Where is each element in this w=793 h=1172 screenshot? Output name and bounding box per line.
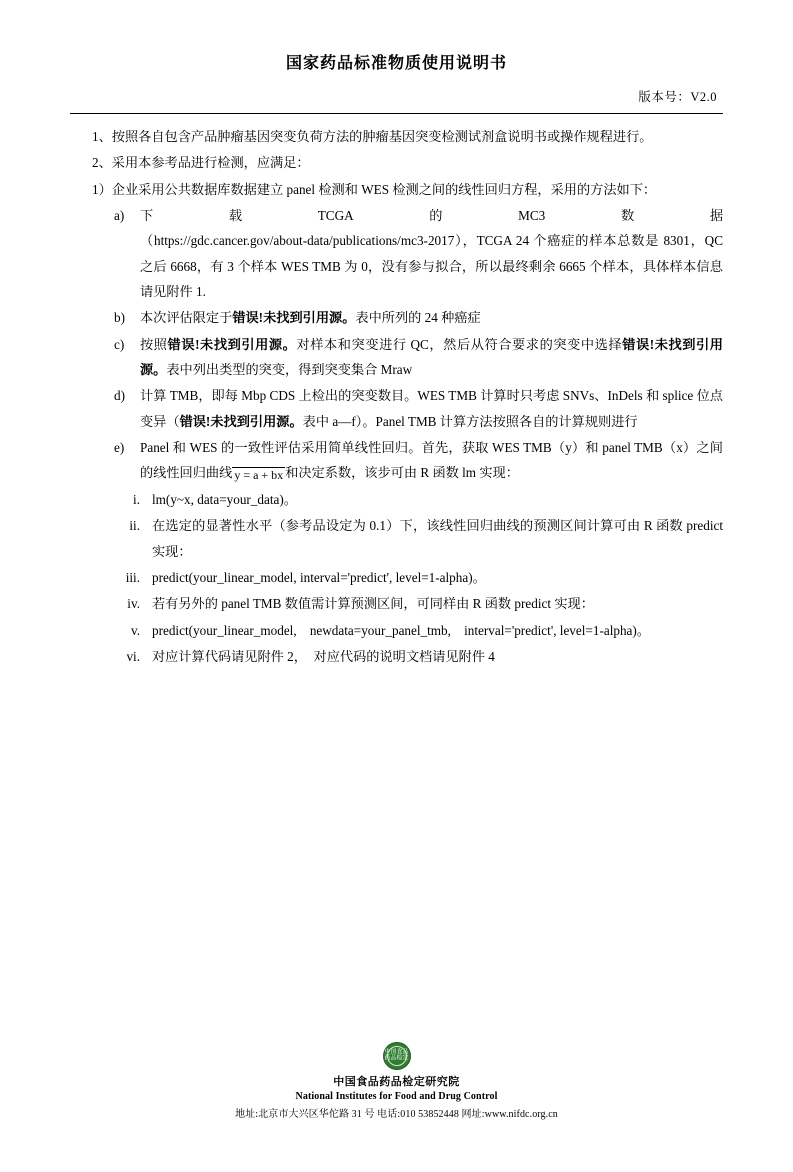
error-reference: 错误!未找到引用源。 — [140, 336, 723, 378]
list-marker-e: e) — [114, 440, 125, 456]
page-title: 国家药品标准物质使用说明书 — [285, 55, 507, 72]
list-item-a-content — [140, 203, 723, 304]
list-marker-a: a) — [114, 208, 125, 224]
list-marker-v: v. — [130, 622, 140, 638]
list-item-e-content — [140, 435, 723, 486]
logo-text: 中国食品 药品检定 — [384, 1049, 409, 1062]
list-item-ii — [70, 513, 723, 564]
footer-org-en: National Institutes for Food and Drug Control — [295, 1091, 498, 1102]
list-item-iii — [70, 565, 723, 590]
list-item-v — [70, 618, 723, 643]
list-item-iv-text: 若有另外的 panel TMB 数值需计算预测区间，可同样由 R 函数 predict 实现： — [152, 596, 594, 612]
list-item-b-content — [140, 305, 723, 330]
list-item-i — [70, 487, 723, 512]
list-item-c — [70, 332, 723, 383]
list-item-c-content — [140, 332, 723, 383]
list-item-a — [70, 203, 723, 304]
nifdc-logo-icon — [383, 1042, 411, 1070]
list-item-vi-text: 对应计算代码请见附件 2， 对应代码的说明文档请见附件 4 — [152, 648, 495, 664]
list-item-d-content — [140, 383, 723, 434]
list-item-c-text-1: 按照 — [140, 336, 168, 352]
list-item-i-text: lm(y~x, data=your_data)。 — [152, 491, 297, 507]
list-item-e-text-1: Panel 和 WES 的一致性评估采用简单线性回归。首先，获取 WES TMB（y）和 panel TMB（x）之间的线性回归曲线 — [140, 440, 723, 481]
list-item-d-text-2: 表中 a—f）。Panel TMB 计算方法按照各自的计算规则进行 — [302, 413, 638, 429]
list-item-e-text-2: 和决定系数，该步可由 R 函数 lm 实现： — [285, 465, 519, 481]
document-page — [0, 50, 793, 1172]
list-item-c-text-2: 对样本和突变进行 QC，然后从符合要求的突变中选择 — [296, 336, 623, 352]
list-marker-i: i. — [133, 491, 140, 507]
list-item-v-text: predict(your_linear_model, newdata=your_panel_tmb, interval='predict', level=1-alpha)。 — [152, 622, 650, 638]
word-5: 数 — [620, 208, 635, 224]
error-reference: 错误!未找到引用源。 — [232, 310, 356, 326]
list-item-c-text-3: 表中列出类型的突变，得到突变集合 Mraw — [166, 362, 413, 378]
list-marker-ii: ii. — [129, 518, 140, 534]
paragraph-item-2 — [70, 150, 723, 175]
list-item-a-line1 — [140, 203, 723, 228]
paragraph-item-2-1-text: 1）企业采用公共数据库数据建立 panel 检测和 WES 检测之间的线性回归方程，采用的方法如下： — [92, 181, 657, 197]
regression-formula: y = a + bx — [234, 468, 284, 483]
error-reference: 错误!未找到引用源。 — [167, 336, 297, 352]
list-item-d-text-1: 计算 TMB，即每 Mbp CDS 上检出的突变数目。WES TMB 计算时只考虑 SNVs、InDels 和 splice 位点变异（ — [140, 388, 723, 429]
list-item-iii-text: predict(your_linear_model, interval='predict', level=1-alpha)。 — [152, 569, 486, 585]
header-divider — [70, 113, 723, 114]
word-2: TCGA — [317, 208, 354, 224]
paragraph-item-1 — [70, 124, 723, 149]
list-marker-d: d) — [114, 388, 125, 404]
word-6: 据 — [709, 208, 723, 224]
word-1: 载 — [228, 208, 243, 224]
footer-org-cn: 中国食品药品检定研究院 — [333, 1076, 460, 1088]
version-label: 版本号：V2.0 — [638, 90, 717, 104]
word-0: 下 — [140, 208, 154, 224]
list-marker-b: b) — [114, 310, 125, 326]
list-item-vi — [70, 644, 723, 669]
list-item-ii-text: 在选定的显著性水平（参考品设定为 0.1）下，该线性回归曲线的预测区间计算可由 R 函数 predict 实现： — [152, 518, 723, 559]
list-item-b — [70, 305, 723, 330]
list-item-d — [70, 383, 723, 434]
paragraph-item-2-1 — [70, 177, 723, 202]
list-item-b-text-before: 本次评估限定于 — [140, 310, 233, 326]
paragraph-item-1-text: 1、按照各自包含产品肿瘤基因突变负荷方法的肿瘤基因突变检测试剂盒说明书或操作规程进行。 — [92, 129, 653, 144]
list-item-iv — [70, 591, 723, 616]
error-reference: 错误!未找到引用源。 — [179, 413, 303, 429]
page-footer — [0, 1042, 793, 1120]
word-4: MC3 — [518, 208, 546, 224]
list-marker-iii: iii. — [125, 569, 140, 585]
list-item-a-line2: （https://gdc.cancer.gov/about-data/publications/mc3-2017），TCGA 24 个癌症的样本总数是 8301，QC 之后 6668，有 3 个样本 WES TMB 为 0，没有参与拟合，所以最终剩余 6665 个样本，具体样本信息请见附件 1. — [140, 233, 723, 300]
paragraph-item-2-text: 2、采用本参考品进行检测，应满足： — [92, 155, 310, 171]
list-marker-iv: iv. — [127, 596, 140, 612]
footer-address: 地址:北京市大兴区华佗路 31 号 电话:010 53852448 网址:www.nifdc.org.cn — [235, 1109, 558, 1120]
list-marker-c: c) — [114, 336, 125, 352]
list-item-e — [70, 435, 723, 486]
list-marker-vi: vi. — [126, 648, 140, 664]
list-item-b-text-after: 表中所列的 24 种癌症 — [355, 310, 481, 326]
document-body — [70, 124, 723, 669]
word-3: 的 — [429, 208, 443, 224]
